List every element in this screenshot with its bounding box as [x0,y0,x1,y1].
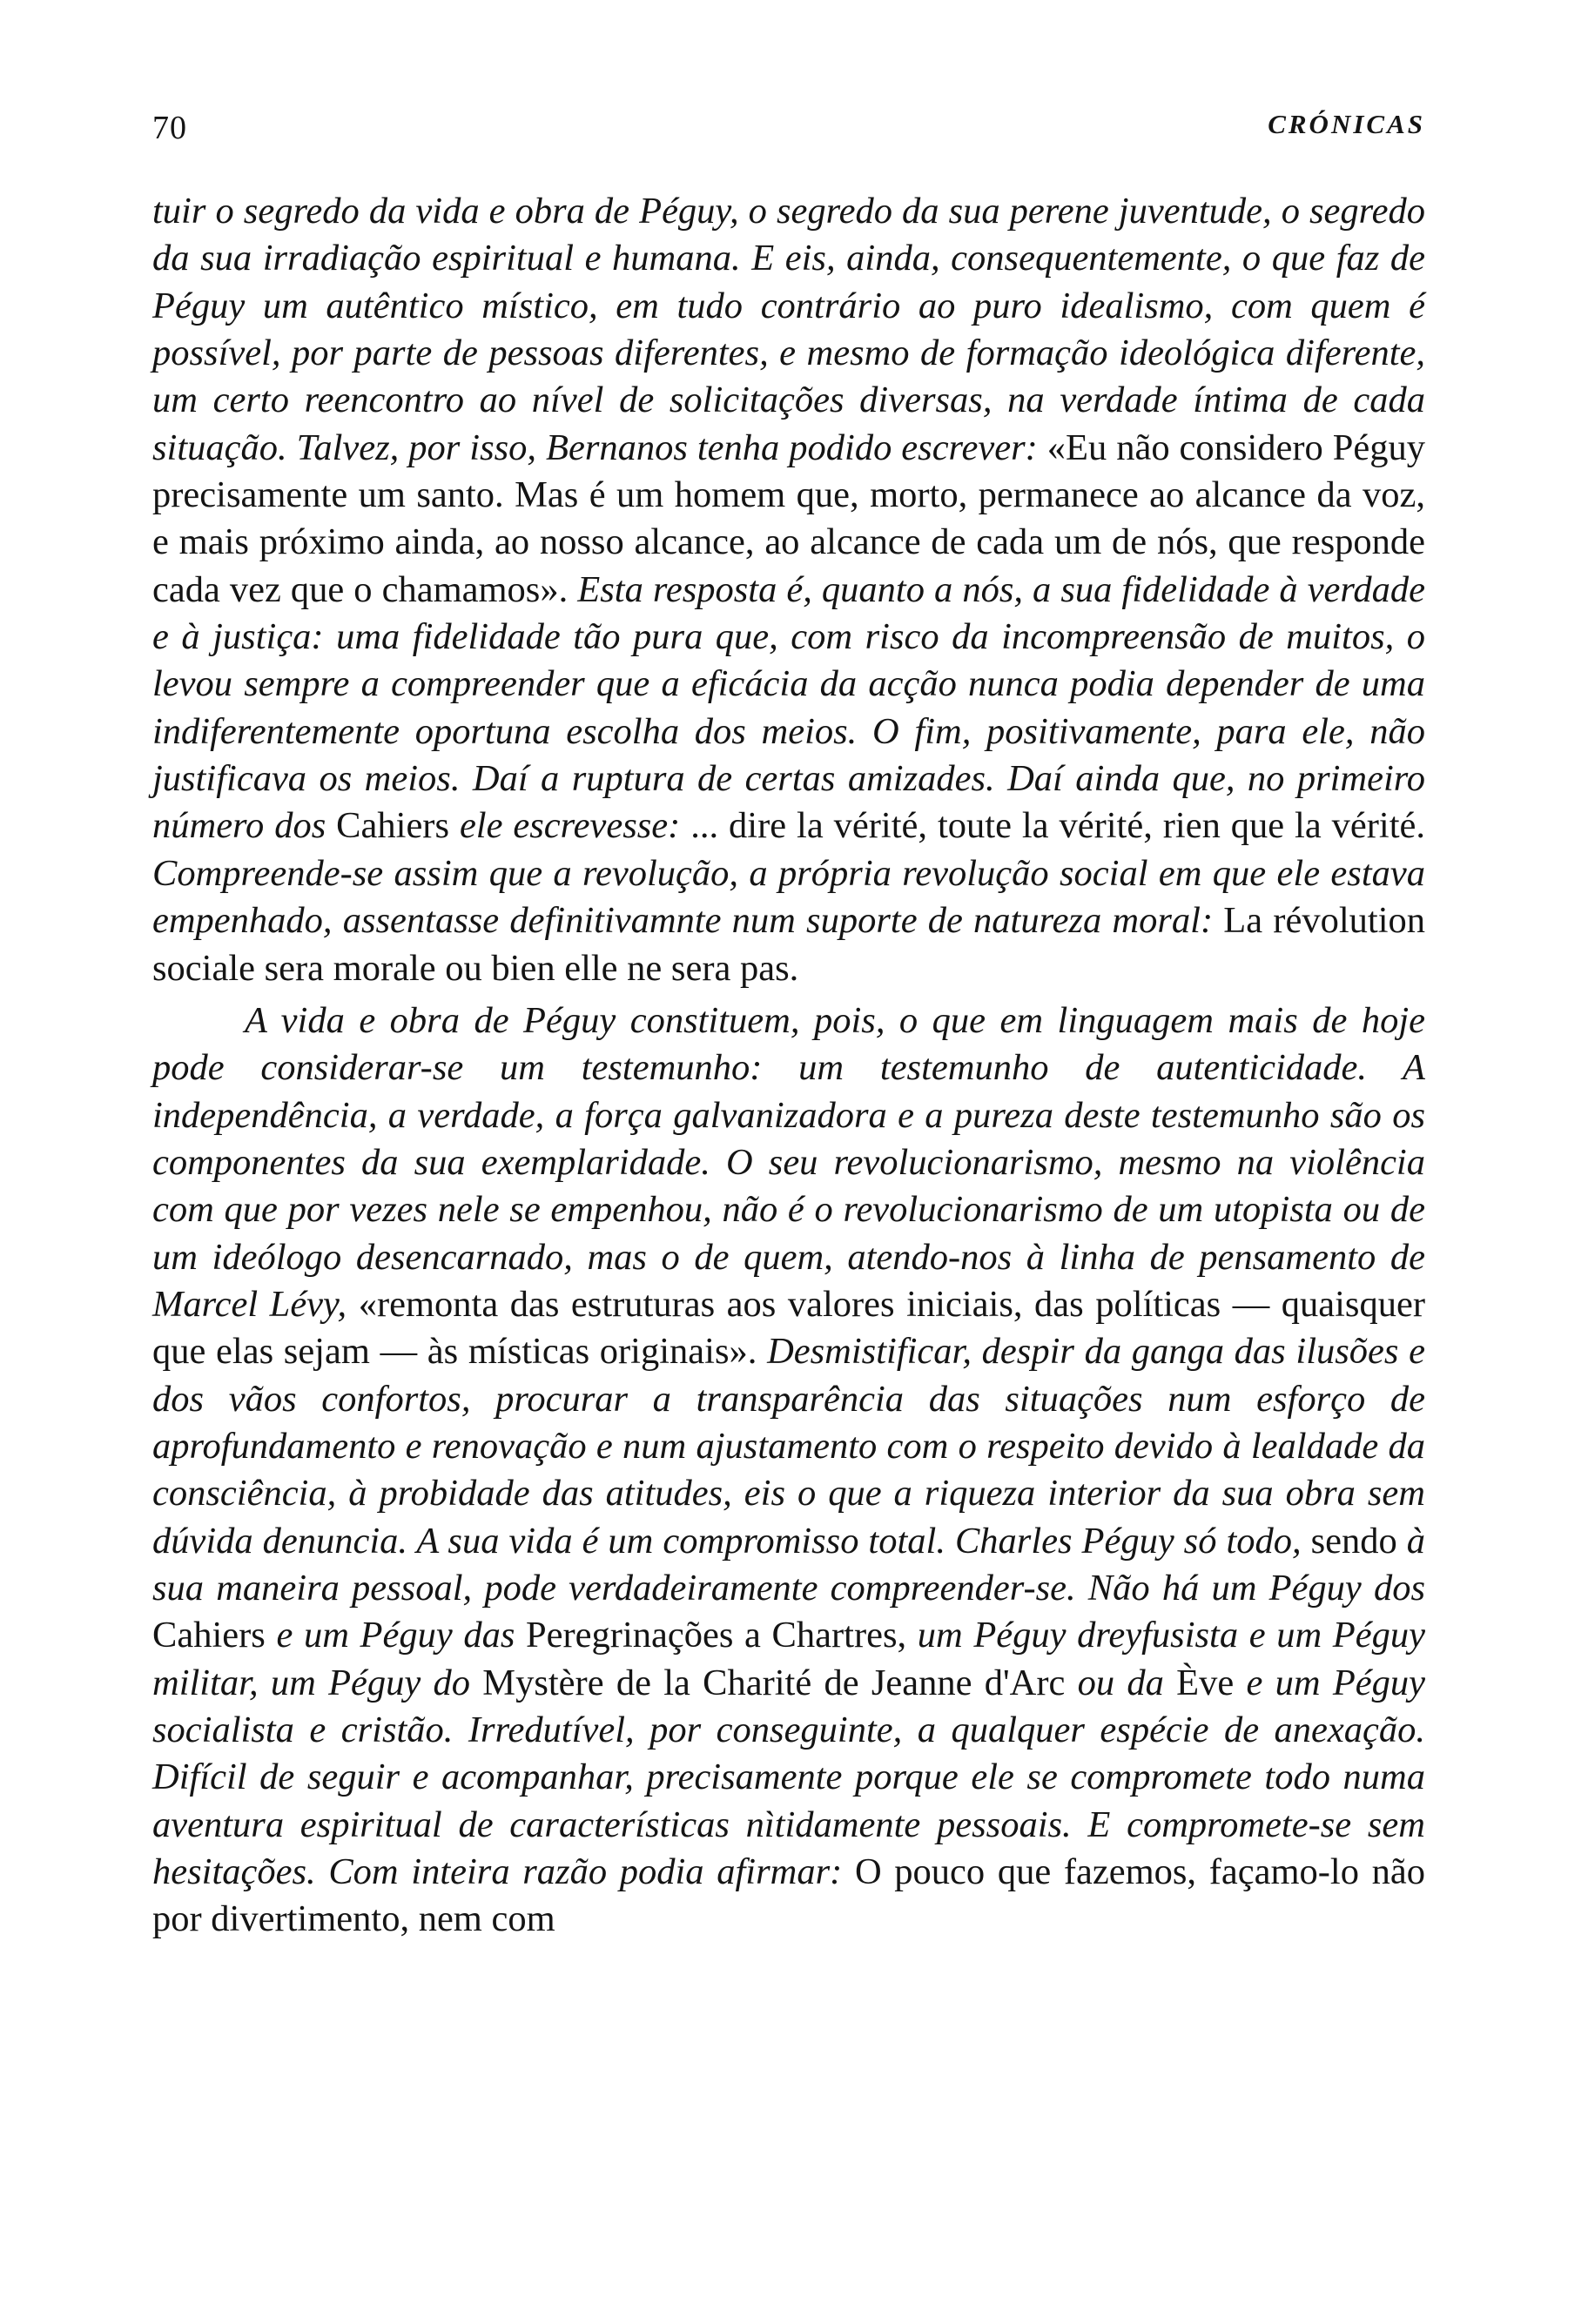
text-run: Mystère de la Charité de Jeanne d'Arc [482,1662,1078,1703]
text-run: Compreende-se assim que a revolução, a própria revolução social em que ele estava empenhado, assentasse definitivamnte num suporte de natureza moral: [152,852,1425,942]
text-run: tuir o segredo da vida e obra de Péguy, o segredo da sua perene juventude, o segredo da sua irradiação espiritual e humana. E eis, ainda, consequentemente, o que faz de Péguy um autêntico místico, em tudo contrário ao puro idealismo, com quem é possível, por parte de pessoas diferentes, e mesmo de formação ideológica diferente, um certo reencontro ao nível de solicitações diversas, na verdade íntima de cada situação. Talvez, por isso, Bernanos tenha podido escrever: [152,191,1425,468]
text-run: La révolution sociale sera morale ou bien elle ne sera pas. [152,900,1425,989]
text-run: um Péguy dreyfusista e um Péguy militar, um Péguy do [152,1615,1425,1703]
text-run: A vida e obra de Péguy constituem, pois, o que em linguagem mais de hoje pode considerar-se um testemunho: um testemunho de autenticidade. A independência, a verdade, a força galvanizadora e a pureza deste testemunho são os componentes da sua exemplaridade. O seu revolucionarismo, mesmo na violência com que por vezes nele se empenhou, não é o revolucionarismo de um utopista ou de um ideólogo desencarnado, mas o de quem, atendo-nos à linha de pensamento de Marcel Lévy, [152,999,1425,1325]
paragraph-2 [152,997,1425,1944]
text-run: e um Péguy das [276,1615,527,1656]
paragraph-1 [152,188,1425,992]
text-run: ... dire la vérité, toute la vérité, rien que la vérité. [690,805,1426,847]
text-run: Esta resposta é, quanto a nós, a sua fidelidade à verdade e à justiça: uma fidelidade tão pura que, com risco da incompreensão de muitos, o levou sempre a compreender que a eficácia da acção nunca podia depender de uma indiferentemente oportuna escolha dos meios. O fim, positivamente, para ele, não justificava os meios. Daí a ruptura de certas amizades. Daí ainda que, no primeiro número dos [152,568,1425,847]
text-run: Desmistificar, despir da ganga das ilusões e dos vãos confortos, procurar a transparência das situações num esforço de aprofundamento e renovação e num ajustamento com o respeito devido à lealdade da consciência, à probidade das atitudes, eis o que a riqueza interior da sua obra sem dúvida denuncia. A sua vida é um compromisso total. Charles Péguy só todo, [152,1331,1425,1562]
text-run: Cahiers [152,1615,277,1656]
running-head: CRÓNICAS [1268,109,1425,139]
text-run: ou da [1077,1662,1177,1703]
text-run: à sua maneira pessoal, pode verdadeiramente compreender-se. Não há um Péguy dos [152,1520,1425,1609]
page-header [152,109,1425,152]
text-run: ele escrevesse: [459,805,691,847]
text-run: e um Péguy socialista e cristão. Irredutível, por conseguinte, a qualquer espécie de anexação. Difícil de seguir e acompanhar, precisamente porque ele se compromete todo numa aventura espiritual de características nìtidamente pessoais. E compromete-se sem hesitações. Com inteira razão podia afirmar: [152,1662,1426,1893]
text-run: Ève [1176,1662,1247,1703]
body-text [152,188,1425,1944]
text-run: sendo [1310,1520,1407,1562]
page-number: 70 [152,110,187,146]
text-run: Cahiers [336,805,460,847]
text-run: O pouco que fazemos, façamo-lo não por divertimento, nem com [152,1851,1426,1940]
text-run: «Eu não considero Péguy precisamente um santo. Mas é um homem que, morto, permanece ao alcance da voz, e mais próximo ainda, ao nosso alcance, ao alcance de cada um de nós, que responde cada vez que o chamamos». [152,427,1425,610]
text-run: «remonta das estruturas aos valores iniciais, das políticas — quaisquer que elas sejam — às místicas originais». [152,1283,1425,1373]
text-run: Peregrinações a Chartres, [526,1615,918,1656]
